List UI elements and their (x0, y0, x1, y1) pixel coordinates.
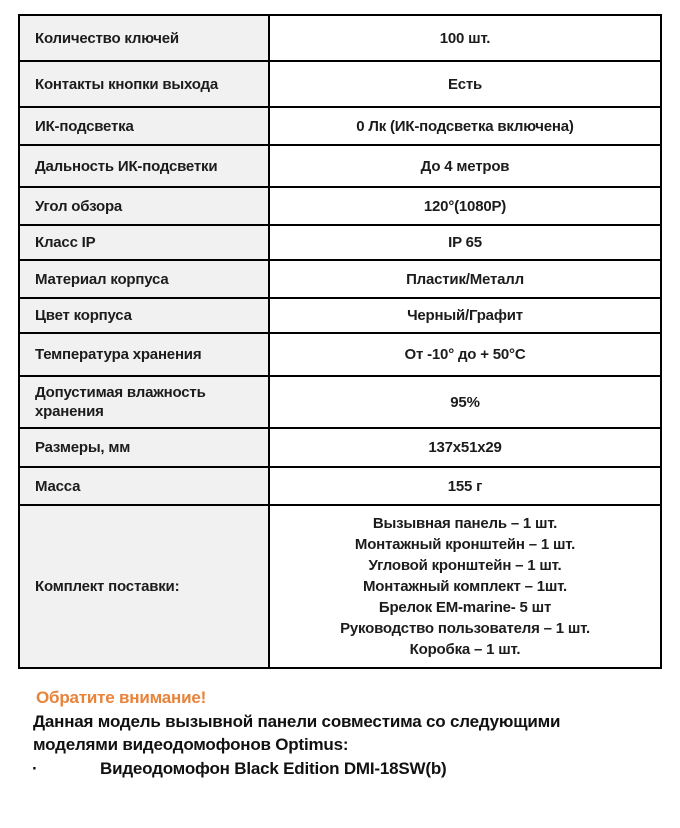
spec-value (269, 505, 661, 668)
note-paragraph-line: моделями видеодомофонов Optimus: (33, 735, 349, 754)
note-model-list (30, 757, 660, 780)
table-row (19, 376, 661, 428)
table-row (19, 15, 661, 61)
note-paragraph (30, 710, 660, 756)
spec-value: 95% (269, 376, 661, 428)
table-row (19, 225, 661, 260)
spec-value: До 4 метров (269, 145, 661, 187)
spec-value: От -10° до + 50°С (269, 333, 661, 376)
table-row (19, 333, 661, 376)
table-row (19, 467, 661, 505)
note-paragraph-line: Данная модель вызывной панели совместима со следующими (33, 712, 561, 731)
kit-item: Брелок EM-marine- 5 шт (378, 599, 552, 616)
spec-label: Температура хранения (19, 333, 269, 376)
spec-value: Есть (269, 61, 661, 107)
spec-label: Комплект поставки: (19, 505, 269, 668)
spec-table-body (19, 15, 661, 668)
spec-value: IP 65 (269, 225, 661, 260)
spec-label: Допустимая влажность хранения (19, 376, 269, 428)
spec-value: 120°(1080P) (269, 187, 661, 225)
note-model-row (30, 757, 660, 780)
bullet-icon: · (32, 759, 38, 778)
note-title: Обратите внимание! (36, 688, 207, 707)
spec-label: Количество ключей (19, 15, 269, 61)
spec-label: Материал корпуса (19, 260, 269, 298)
spec-value: 137х51х29 (269, 428, 661, 467)
spec-label: ИК-подсветка (19, 107, 269, 145)
kit-item: Угловой кронштейн – 1 шт. (368, 557, 562, 574)
spec-value: 100 шт. (269, 15, 661, 61)
table-row (19, 428, 661, 467)
spec-label: Размеры, мм (19, 428, 269, 467)
spec-label: Масса (19, 467, 269, 505)
spec-label: Цвет корпуса (19, 298, 269, 333)
table-row (19, 505, 661, 668)
spec-value: 0 Лк (ИК-подсветка включена) (269, 107, 661, 145)
table-row (19, 187, 661, 225)
spec-label: Контакты кнопки выхода (19, 61, 269, 107)
kit-item: Вызывная панель – 1 шт. (372, 515, 558, 532)
note-model-name: Видеодомофон Black Edition DMI-18SW(b) (100, 759, 447, 778)
spec-table (18, 14, 662, 669)
kit-item: Монтажный кронштейн – 1 шт. (354, 536, 576, 553)
kit-item: Руководство пользователя – 1 шт. (340, 620, 590, 637)
kit-item: Коробка – 1 шт. (409, 641, 521, 658)
attention-note (30, 686, 660, 780)
table-row (19, 145, 661, 187)
spec-value: Черный/Графит (269, 298, 661, 333)
spec-value: Пластик/Металл (269, 260, 661, 298)
table-row (19, 107, 661, 145)
table-row (19, 260, 661, 298)
kit-item: Монтажный комплект – 1шт. (363, 578, 567, 595)
spec-label: Угол обзора (19, 187, 269, 225)
table-row (19, 298, 661, 333)
spec-value: 155 г (269, 467, 661, 505)
table-row (19, 61, 661, 107)
spec-label: Класс IP (19, 225, 269, 260)
spec-label: Дальность ИК-подсветки (19, 145, 269, 187)
